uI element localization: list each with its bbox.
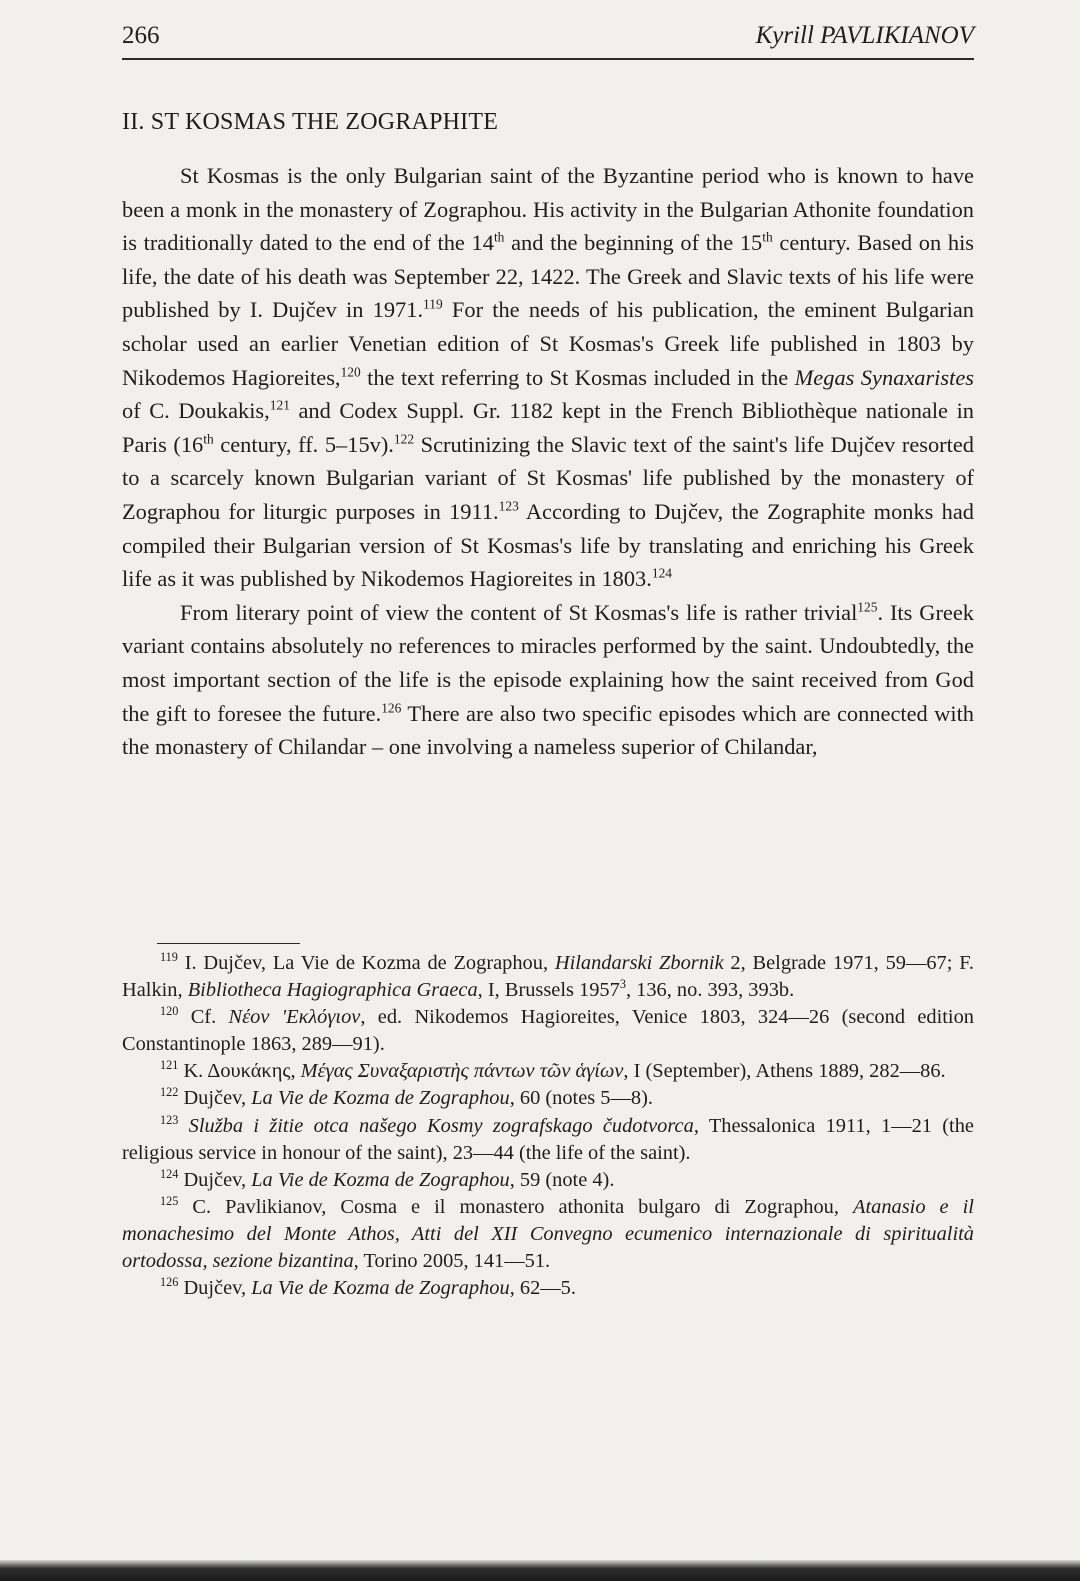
- text-run: C. Pavlikianov, Cosma e il monastero athonita bulgaro di Zographou,: [178, 1195, 854, 1218]
- footnote-ref-125[interactable]: 125: [857, 599, 878, 615]
- footnote-ref-121[interactable]: 121: [269, 397, 290, 413]
- text-run: Cf.: [178, 1006, 229, 1029]
- ordinal-suffix: th: [493, 229, 505, 245]
- page-header: [122, 22, 974, 60]
- footnote-number: 119: [160, 950, 178, 965]
- footnote-124: [122, 1167, 974, 1194]
- text-run: , Thessalonica 1911, 1—21 (the religious service in honour of the saint), 23—44 (the life of the saint).: [122, 1114, 974, 1164]
- ordinal-suffix: th: [203, 431, 214, 447]
- footnote-125: [122, 1194, 974, 1275]
- text-run: of C. Doukakis,: [122, 398, 270, 424]
- ordinal-suffix: th: [762, 229, 773, 245]
- text-run: Κ. Δουκάκης,: [178, 1060, 301, 1083]
- italic-title: La Vie de Kozma de Zographou: [251, 1087, 510, 1110]
- running-head: Kyrill PAVLIKIANOV: [755, 22, 974, 49]
- text-run: [178, 1115, 188, 1137]
- text-run: , 62—5.: [509, 1277, 576, 1300]
- footnote-126: [122, 1275, 974, 1302]
- italic-title: La Vie de Kozma de Zographou: [251, 1168, 510, 1191]
- text-run: , 59 (note 4).: [509, 1168, 615, 1191]
- footnote-number: 121: [160, 1058, 179, 1073]
- footnote-number: 124: [160, 1166, 179, 1181]
- text-run: , I (September), Athens 1889, 282—86.: [623, 1060, 946, 1083]
- footnote-number: 120: [160, 1004, 179, 1019]
- footnote-123: [122, 1113, 974, 1167]
- text-run: Dujčev,: [178, 1087, 252, 1110]
- text-run: According to Dujčev, the Zographite monks had compiled their Bulgarian version of St Kosmas's life by translating and enriching his Greek life as it was published by Nikodemos Hagioreites in 1803.: [122, 498, 974, 592]
- text-run: century. Based on his life, the date of his death was September 22, 1422. The Greek and Slavic texts of his life were published by I. Dujčev in 1971.: [122, 230, 975, 323]
- italic-title: Megas Synaxaristes: [794, 364, 974, 390]
- footnote-121: [122, 1058, 974, 1085]
- footnote-ref-119[interactable]: 119: [423, 296, 443, 312]
- italic-title: Νέον 'Εκλόγιον: [228, 1006, 361, 1029]
- paragraph-1: [122, 159, 974, 596]
- footnote-122: [122, 1085, 974, 1112]
- footnote-number: 122: [160, 1085, 179, 1100]
- footnote-ref-124[interactable]: 124: [651, 565, 672, 581]
- italic-title: Atanasio e il monachesimo del Monte Athos, Atti del XII Convegno ecumenico internazionale di spiritualità ortodossa, sezione bizantina,: [122, 1195, 974, 1273]
- italic-title: Služba i žitie otca našego Kosmy zografskago čudotvorca: [188, 1114, 694, 1137]
- footnote-ref-123[interactable]: 123: [498, 498, 519, 514]
- text-run: and Codex Suppl. Gr. 1182 kept in the French Bibliothèque nationale in Paris (16: [122, 398, 974, 457]
- footnote-ref-122[interactable]: 122: [393, 431, 415, 447]
- footnote-ref-120[interactable]: 120: [340, 364, 361, 380]
- text-run: and the beginning of the 15: [504, 230, 763, 256]
- section-heading: II. ST KOSMAS THE ZOGRAPHITE: [122, 109, 499, 135]
- text-run: century, ff. 5–15v).: [213, 431, 394, 457]
- text-run: I. Dujčev, La Vie de Kozma de Zographou,: [177, 952, 555, 974]
- scan-bottom-edge: [0, 1560, 1080, 1581]
- text-run: , 136, no. 393, 393b.: [625, 979, 795, 1002]
- footnote-number: 125: [160, 1194, 179, 1209]
- body-text: [122, 159, 974, 764]
- text-run: St Kosmas is the only Bulgarian saint of the Byzantine period who is known to have been a monk in the monastery of Zographou. His activity in the Bulgarian Athonite foundation is traditionally dated to the end of the 14: [122, 163, 974, 256]
- text-run: 2, Belgrade 1971, 59—67; F. Halkin,: [122, 952, 974, 1002]
- text-run: , 60 (notes 5—8).: [509, 1087, 653, 1110]
- footnote-119: [122, 950, 974, 1004]
- text-run: From literary point of view the content of St Kosmas's life is rather trivial: [180, 599, 858, 625]
- footnote-number: 123: [160, 1112, 179, 1127]
- text-run: There are also two specific episodes which are connected with the monastery of Chilandar – one involving a nameless superior of Chilandar,: [122, 700, 975, 760]
- text-run: Torino 2005, 141—51.: [358, 1250, 551, 1273]
- footnote-ref-126[interactable]: 126: [381, 700, 402, 716]
- text-run: Dujčev,: [178, 1168, 252, 1191]
- page-number: 266: [122, 22, 160, 49]
- italic-title: Μέγας Συναξαριστὴς πάντων τῶν ἁγίων: [300, 1060, 624, 1083]
- footnote-number: 126: [160, 1275, 179, 1290]
- text-run: , ed. Nikodemos Hagioreites, Venice 1803, 324—26 (second edition Constantinople 1863, 289—91).: [122, 1006, 974, 1056]
- footnotes: [122, 950, 974, 1302]
- paragraph-2: [122, 596, 974, 764]
- edition-superscript: 3: [619, 977, 626, 992]
- italic-title: Hilandarski Zbornik: [554, 952, 724, 974]
- footnote-120: [122, 1004, 974, 1058]
- italic-title: La Vie de Kozma de Zographou: [251, 1277, 510, 1300]
- text-run: Scrutinizing the Slavic text of the saint's life Dujčev resorted to a scarcely known Bulgarian variant of St Kosmas' life published by the monastery of Zographou for liturgic purposes in 1911.: [122, 431, 974, 524]
- text-run: , I, Brussels 1957: [477, 979, 620, 1002]
- text-run: Dujčev,: [178, 1277, 252, 1300]
- text-run: the text referring to St Kosmas included in the: [360, 364, 795, 390]
- text-run: For the needs of his publication, the eminent Bulgarian scholar used an earlier Venetian edition of St Kosmas's Greek life published in 1803 by Nikodemos Hagioreites,: [122, 297, 974, 390]
- italic-title: Bibliotheca Hagiographica Graeca: [187, 979, 478, 1002]
- footnote-divider: [157, 943, 300, 944]
- text-run: . Its Greek variant contains absolutely no references to miracles performed by the saint. Undoubtedly, the most important section of the life is the episode explaining how the saint received from God the gift to foresee the future.: [122, 599, 974, 726]
